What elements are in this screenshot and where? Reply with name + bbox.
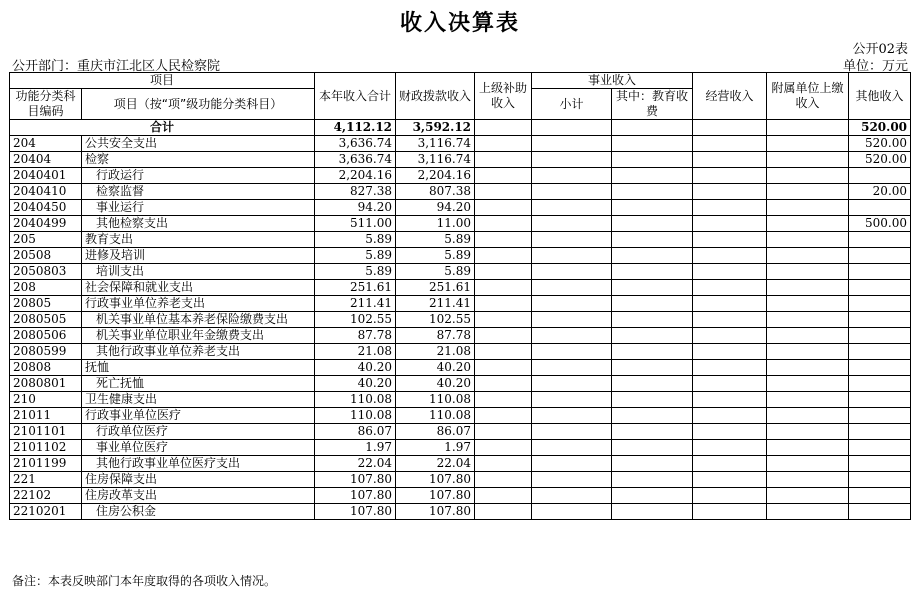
row-name: 住房改革支出 [82, 488, 315, 504]
row-edu-fee [612, 504, 693, 520]
row-edu-fee [612, 136, 693, 152]
table-row [10, 440, 911, 456]
income-table [9, 72, 911, 520]
row-subtotal [532, 184, 612, 200]
table-row [10, 344, 911, 360]
row-edu-fee [612, 296, 693, 312]
table-row [10, 328, 911, 344]
total-annual: 4,112.12 [315, 120, 396, 136]
row-subtotal [532, 392, 612, 408]
row-affiliated [767, 360, 849, 376]
report-title: 收入决算表 [399, 11, 520, 36]
row-other [849, 360, 911, 376]
row-other [849, 472, 911, 488]
row-name: 其他行政事业单位养老支出 [82, 344, 315, 360]
table-row [10, 456, 911, 472]
row-affiliated [767, 472, 849, 488]
row-annual: 251.61 [315, 280, 396, 296]
row-name: 事业运行 [82, 200, 315, 216]
row-annual: 1.97 [315, 440, 396, 456]
row-affiliated [767, 488, 849, 504]
row-edu-fee [612, 424, 693, 440]
unit-label: 单位：万元 [842, 59, 908, 74]
row-affiliated [767, 184, 849, 200]
table-row [10, 472, 911, 488]
row-annual: 87.78 [315, 328, 396, 344]
row-annual: 827.38 [315, 184, 396, 200]
row-superior [475, 440, 532, 456]
row-subtotal [532, 152, 612, 168]
row-name: 社会保障和就业支出 [82, 280, 315, 296]
row-annual: 2,204.16 [315, 168, 396, 184]
row-edu-fee [612, 472, 693, 488]
table-row [10, 200, 911, 216]
row-subtotal [532, 360, 612, 376]
row-code: 2080505 [10, 312, 82, 328]
row-other [849, 248, 911, 264]
row-other [849, 296, 911, 312]
row-edu-fee [612, 360, 693, 376]
row-fiscal: 87.78 [396, 328, 475, 344]
table-row [10, 312, 911, 328]
row-edu-fee [612, 184, 693, 200]
row-name: 检察监督 [82, 184, 315, 200]
row-edu-fee [612, 168, 693, 184]
table-header [10, 73, 911, 120]
row-name: 检察 [82, 152, 315, 168]
row-other [849, 280, 911, 296]
row-fiscal: 5.89 [396, 264, 475, 280]
row-affiliated [767, 152, 849, 168]
row-annual: 40.20 [315, 376, 396, 392]
row-affiliated [767, 200, 849, 216]
row-name: 住房公积金 [82, 504, 315, 520]
row-name: 抚恤 [82, 360, 315, 376]
header-affiliated: 附属单位上缴收入 [767, 73, 849, 120]
row-operating [693, 360, 767, 376]
row-operating [693, 216, 767, 232]
row-affiliated [767, 216, 849, 232]
row-operating [693, 472, 767, 488]
row-annual: 5.89 [315, 264, 396, 280]
row-affiliated [767, 456, 849, 472]
row-edu-fee [612, 312, 693, 328]
row-fiscal: 21.08 [396, 344, 475, 360]
row-annual: 94.20 [315, 200, 396, 216]
row-fiscal: 110.08 [396, 392, 475, 408]
row-operating [693, 312, 767, 328]
row-annual: 5.89 [315, 248, 396, 264]
row-other [849, 344, 911, 360]
row-code: 20404 [10, 152, 82, 168]
row-code: 221 [10, 472, 82, 488]
total-edu-fee [612, 120, 693, 136]
row-operating [693, 152, 767, 168]
row-superior [475, 152, 532, 168]
row-annual: 21.08 [315, 344, 396, 360]
total-superior [475, 120, 532, 136]
row-fiscal: 3,116.74 [396, 152, 475, 168]
row-code: 210 [10, 392, 82, 408]
row-edu-fee [612, 232, 693, 248]
row-subtotal [532, 216, 612, 232]
row-superior [475, 248, 532, 264]
header-annual-income: 本年收入合计 [315, 73, 396, 120]
row-subtotal [532, 280, 612, 296]
row-other [849, 408, 911, 424]
row-code: 2101101 [10, 424, 82, 440]
row-code: 2101102 [10, 440, 82, 456]
row-operating [693, 296, 767, 312]
row-operating [693, 184, 767, 200]
table-row [10, 232, 911, 248]
row-fiscal: 251.61 [396, 280, 475, 296]
row-fiscal: 22.04 [396, 456, 475, 472]
row-fiscal: 1.97 [396, 440, 475, 456]
row-affiliated [767, 136, 849, 152]
row-other [849, 488, 911, 504]
row-edu-fee [612, 248, 693, 264]
row-code: 22102 [10, 488, 82, 504]
row-code: 2040401 [10, 168, 82, 184]
table-row [10, 360, 911, 376]
row-name: 行政单位医疗 [82, 424, 315, 440]
row-subtotal [532, 328, 612, 344]
row-other [849, 312, 911, 328]
row-fiscal: 107.80 [396, 488, 475, 504]
table-row [10, 264, 911, 280]
table-row [10, 152, 911, 168]
row-code: 20508 [10, 248, 82, 264]
row-affiliated [767, 248, 849, 264]
row-fiscal: 3,116.74 [396, 136, 475, 152]
row-fiscal: 5.89 [396, 232, 475, 248]
row-subtotal [532, 440, 612, 456]
row-subtotal [532, 136, 612, 152]
header-other: 其他收入 [849, 73, 911, 120]
row-fiscal: 107.80 [396, 472, 475, 488]
row-code: 2080599 [10, 344, 82, 360]
table-row [10, 296, 911, 312]
row-operating [693, 328, 767, 344]
row-name: 培训支出 [82, 264, 315, 280]
row-subtotal [532, 376, 612, 392]
table-row [10, 488, 911, 504]
table-row [10, 248, 911, 264]
row-edu-fee [612, 408, 693, 424]
row-superior [475, 328, 532, 344]
row-annual: 107.80 [315, 472, 396, 488]
table-row [10, 168, 911, 184]
row-subtotal [532, 264, 612, 280]
row-superior [475, 184, 532, 200]
row-superior [475, 408, 532, 424]
row-fiscal: 5.89 [396, 248, 475, 264]
row-affiliated [767, 440, 849, 456]
row-superior [475, 360, 532, 376]
row-name: 住房保障支出 [82, 472, 315, 488]
row-name: 卫生健康支出 [82, 392, 315, 408]
row-edu-fee [612, 200, 693, 216]
row-superior [475, 216, 532, 232]
header-name: 项目（按“项”级功能分类科目） [82, 89, 315, 120]
row-edu-fee [612, 440, 693, 456]
table-row [10, 408, 911, 424]
row-annual: 86.07 [315, 424, 396, 440]
row-other [849, 328, 911, 344]
row-superior [475, 504, 532, 520]
row-other [849, 392, 911, 408]
row-annual: 110.08 [315, 392, 396, 408]
total-subtotal [532, 120, 612, 136]
total-other: 520.00 [849, 120, 911, 136]
row-code: 21011 [10, 408, 82, 424]
row-operating [693, 504, 767, 520]
row-subtotal [532, 248, 612, 264]
row-annual: 22.04 [315, 456, 396, 472]
row-annual: 3,636.74 [315, 152, 396, 168]
row-operating [693, 440, 767, 456]
row-code: 2080506 [10, 328, 82, 344]
row-name: 机关事业单位职业年金缴费支出 [82, 328, 315, 344]
row-superior [475, 344, 532, 360]
row-superior [475, 392, 532, 408]
row-other: 20.00 [849, 184, 911, 200]
row-operating [693, 264, 767, 280]
row-name: 死亡抚恤 [82, 376, 315, 392]
form-number: 公开02表 [852, 42, 908, 57]
row-fiscal: 86.07 [396, 424, 475, 440]
table-row [10, 184, 911, 200]
table-row [10, 504, 911, 520]
row-edu-fee [612, 376, 693, 392]
row-code: 20805 [10, 296, 82, 312]
row-superior [475, 200, 532, 216]
row-code: 2050803 [10, 264, 82, 280]
row-operating [693, 344, 767, 360]
row-name: 事业单位医疗 [82, 440, 315, 456]
row-other [849, 424, 911, 440]
row-annual: 107.80 [315, 488, 396, 504]
row-fiscal: 110.08 [396, 408, 475, 424]
row-affiliated [767, 392, 849, 408]
row-annual: 40.20 [315, 360, 396, 376]
row-subtotal [532, 488, 612, 504]
row-edu-fee [612, 152, 693, 168]
footnote: 备注：本表反映部门本年度取得的各项收入情况。 [12, 574, 277, 588]
row-superior [475, 280, 532, 296]
row-annual: 107.80 [315, 504, 396, 520]
row-name: 进修及培训 [82, 248, 315, 264]
row-code: 2101199 [10, 456, 82, 472]
row-name: 教育支出 [82, 232, 315, 248]
row-other [849, 168, 911, 184]
row-code: 20808 [10, 360, 82, 376]
total-fiscal: 3,592.12 [396, 120, 475, 136]
row-code: 204 [10, 136, 82, 152]
row-operating [693, 488, 767, 504]
row-superior [475, 264, 532, 280]
row-operating [693, 408, 767, 424]
header-business-income: 事业收入 [532, 73, 693, 89]
table-row [10, 280, 911, 296]
row-affiliated [767, 296, 849, 312]
row-subtotal [532, 408, 612, 424]
row-name: 其他行政事业单位医疗支出 [82, 456, 315, 472]
row-annual: 211.41 [315, 296, 396, 312]
row-code: 2040499 [10, 216, 82, 232]
row-fiscal: 807.38 [396, 184, 475, 200]
row-edu-fee [612, 280, 693, 296]
table-row [10, 376, 911, 392]
row-other [849, 504, 911, 520]
row-edu-fee [612, 488, 693, 504]
row-subtotal [532, 168, 612, 184]
row-subtotal [532, 456, 612, 472]
row-annual: 3,636.74 [315, 136, 396, 152]
row-superior [475, 376, 532, 392]
row-affiliated [767, 312, 849, 328]
row-subtotal [532, 424, 612, 440]
row-superior [475, 136, 532, 152]
table-body [10, 120, 911, 520]
row-fiscal: 107.80 [396, 504, 475, 520]
row-other: 500.00 [849, 216, 911, 232]
row-subtotal [532, 344, 612, 360]
row-operating [693, 248, 767, 264]
row-code: 205 [10, 232, 82, 248]
row-other [849, 440, 911, 456]
row-operating [693, 280, 767, 296]
row-fiscal: 40.20 [396, 360, 475, 376]
row-operating [693, 456, 767, 472]
row-name: 其他检察支出 [82, 216, 315, 232]
header-fiscal: 财政拨款收入 [396, 73, 475, 120]
row-operating [693, 376, 767, 392]
row-code: 2080801 [10, 376, 82, 392]
row-code: 2040410 [10, 184, 82, 200]
row-subtotal [532, 504, 612, 520]
table-row [10, 136, 911, 152]
row-affiliated [767, 328, 849, 344]
table-row [10, 392, 911, 408]
row-other [849, 264, 911, 280]
header-item-group: 项目 [10, 73, 315, 89]
row-superior [475, 296, 532, 312]
row-edu-fee [612, 328, 693, 344]
row-edu-fee [612, 392, 693, 408]
department-label: 公开部门：重庆市江北区人民检察院 [12, 59, 221, 74]
row-operating [693, 200, 767, 216]
total-affiliated [767, 120, 849, 136]
row-fiscal: 2,204.16 [396, 168, 475, 184]
row-other [849, 232, 911, 248]
row-superior [475, 232, 532, 248]
row-fiscal: 94.20 [396, 200, 475, 216]
row-code: 2210201 [10, 504, 82, 520]
row-superior [475, 424, 532, 440]
table-row [10, 216, 911, 232]
row-edu-fee [612, 456, 693, 472]
row-subtotal [532, 472, 612, 488]
row-affiliated [767, 280, 849, 296]
row-superior [475, 488, 532, 504]
row-subtotal [532, 232, 612, 248]
row-subtotal [532, 296, 612, 312]
row-annual: 5.89 [315, 232, 396, 248]
row-operating [693, 232, 767, 248]
row-edu-fee [612, 216, 693, 232]
row-subtotal [532, 200, 612, 216]
header-edu-fee: 其中：教育收费 [612, 89, 693, 120]
total-label: 合计 [10, 120, 315, 136]
row-affiliated [767, 344, 849, 360]
row-other [849, 456, 911, 472]
row-superior [475, 312, 532, 328]
row-edu-fee [612, 344, 693, 360]
row-name: 行政运行 [82, 168, 315, 184]
row-other [849, 376, 911, 392]
row-superior [475, 456, 532, 472]
row-affiliated [767, 232, 849, 248]
row-operating [693, 424, 767, 440]
row-other: 520.00 [849, 136, 911, 152]
header-code: 功能分类科目编码 [10, 89, 82, 120]
row-subtotal [532, 312, 612, 328]
row-name: 公共安全支出 [82, 136, 315, 152]
row-annual: 511.00 [315, 216, 396, 232]
header-operating: 经营收入 [693, 73, 767, 120]
row-name: 行政事业单位养老支出 [82, 296, 315, 312]
row-fiscal: 40.20 [396, 376, 475, 392]
row-affiliated [767, 264, 849, 280]
row-other [849, 200, 911, 216]
total-operating [693, 120, 767, 136]
row-fiscal: 211.41 [396, 296, 475, 312]
row-affiliated [767, 408, 849, 424]
row-fiscal: 11.00 [396, 216, 475, 232]
row-operating [693, 392, 767, 408]
row-annual: 110.08 [315, 408, 396, 424]
row-superior [475, 472, 532, 488]
row-name: 机关事业单位基本养老保险缴费支出 [82, 312, 315, 328]
row-name: 行政事业单位医疗 [82, 408, 315, 424]
total-row [10, 120, 911, 136]
row-annual: 102.55 [315, 312, 396, 328]
row-operating [693, 168, 767, 184]
row-affiliated [767, 504, 849, 520]
row-operating [693, 136, 767, 152]
header-superior: 上级补助收入 [475, 73, 532, 120]
row-superior [475, 168, 532, 184]
row-affiliated [767, 424, 849, 440]
header-subtotal: 小计 [532, 89, 612, 120]
row-fiscal: 102.55 [396, 312, 475, 328]
row-affiliated [767, 168, 849, 184]
row-code: 208 [10, 280, 82, 296]
table-row [10, 424, 911, 440]
row-edu-fee [612, 264, 693, 280]
row-affiliated [767, 376, 849, 392]
row-other: 520.00 [849, 152, 911, 168]
row-code: 2040450 [10, 200, 82, 216]
